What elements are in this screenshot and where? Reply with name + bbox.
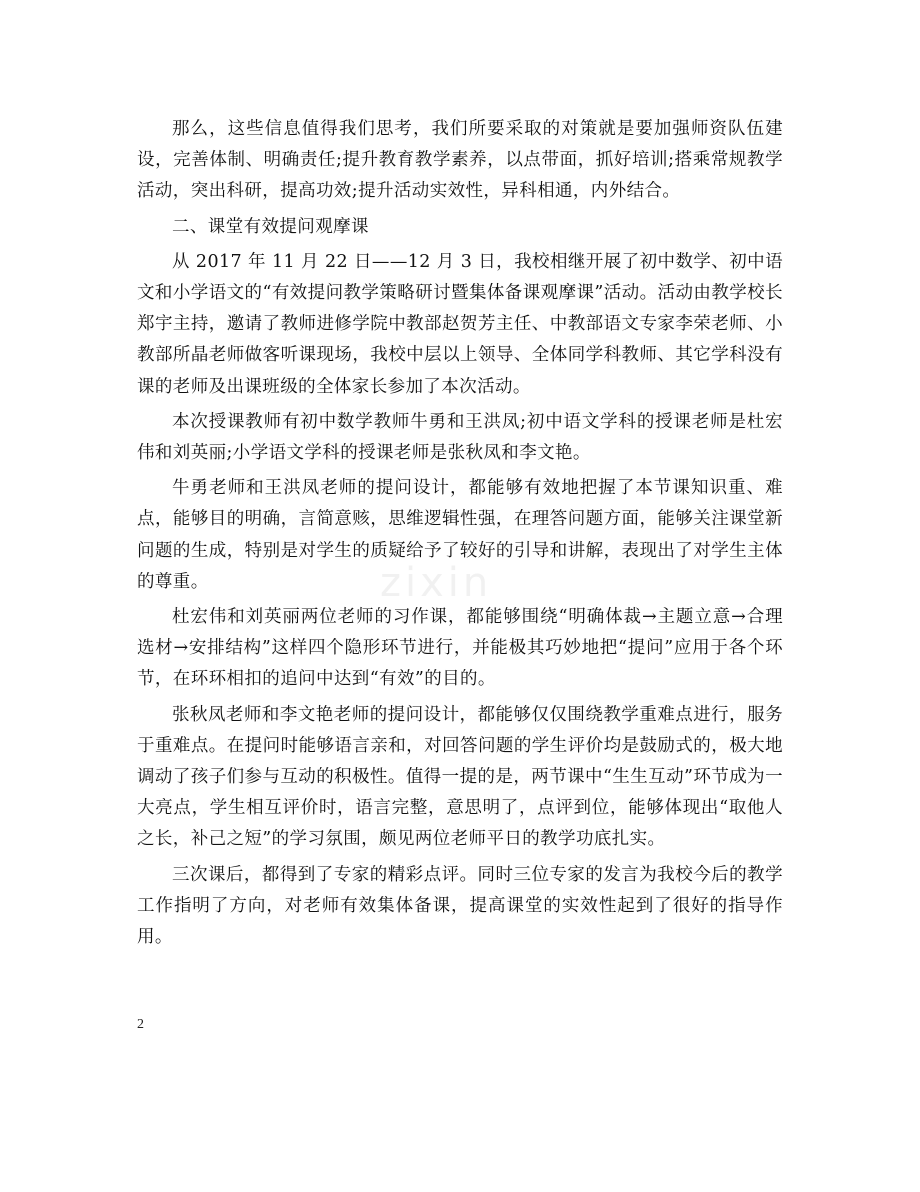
page-number: 2 xyxy=(137,1017,144,1032)
paragraph-3: 从 2017 年 11 月 22 日——12 月 3 日，我校相继开展了初中数学、初中语文和小学语文的“有效提问教学策略研讨暨集体备课观摩课”活动。活动由教学校长郑宇主持，邀请了教师进修学院中教部赵贺芳主任、中教部语文专家李荣老师、小教部所晶老师做客听课现场，我校中层以上领导、全体同学科教师、其它学科没有课的老师及出课班级的全体家长参加了本次活动。 xyxy=(137,251,783,397)
paragraph-6: 杜宏伟和刘英丽两位老师的习作课，都能够围绕“明确体裁→主题立意→合理选材→安排结构”这样四个隐形环节进行，并能极其巧妙地把“提问”应用于各个环节，在环环相扣的追问中达到“有效”的目的。 xyxy=(137,607,783,690)
paragraph-4: 本次授课教师有初中数学教师牛勇和王洪凤;初中语文学科的授课老师是杜宏伟和刘英丽;小学语文学科的授课老师是张秋凤和李文艳。 xyxy=(137,411,783,464)
paragraph-8: 三次课后，都得到了专家的精彩点评。同时三位专家的发言为我校今后的教学工作指明了方向，对老师有效集体备课，提高课堂的实效性起到了很好的指导作用。 xyxy=(137,864,783,948)
document-body xyxy=(137,114,783,957)
section-heading-2: 二、课堂有效提问观摩课 xyxy=(172,216,369,237)
paragraph-5: 牛勇老师和王洪凤老师的提问设计，都能够有效地把握了本节课知识重、难点，能够目的明确，言简意赅，思维逻辑性强，在理答问题方面，能够关注课堂新问题的生成，特别是对学生的质疑给予了较好的引导和讲解，表现出了对学生主体的尊重。 xyxy=(137,478,783,592)
watermark: zixin xyxy=(380,560,493,606)
paragraph-7: 张秋凤老师和李文艳老师的提问设计，都能够仅仅围绕教学重难点进行，服务于重难点。在提问时能够语言亲和，对回答问题的学生评价均是鼓励式的，极大地调动了孩子们参与互动的积极性。值得一提的是，两节课中“生生互动”环节成为一大亮点，学生相互评价时，语言完整，意思明了，点评到位，能够体现出“取他人之长，补己之短”的学习氛围，颇见两位老师平日的教学功底扎实。 xyxy=(137,704,783,850)
paragraph-1: 那么，这些信息值得我们思考，我们所要采取的对策就是要加强师资队伍建设，完善体制、明确责任;提升教育教学素养，以点带面，抓好培训;搭乘常规教学活动，突出科研，提高功效;提升活动实效性，异科相通，内外结合。 xyxy=(137,119,783,202)
